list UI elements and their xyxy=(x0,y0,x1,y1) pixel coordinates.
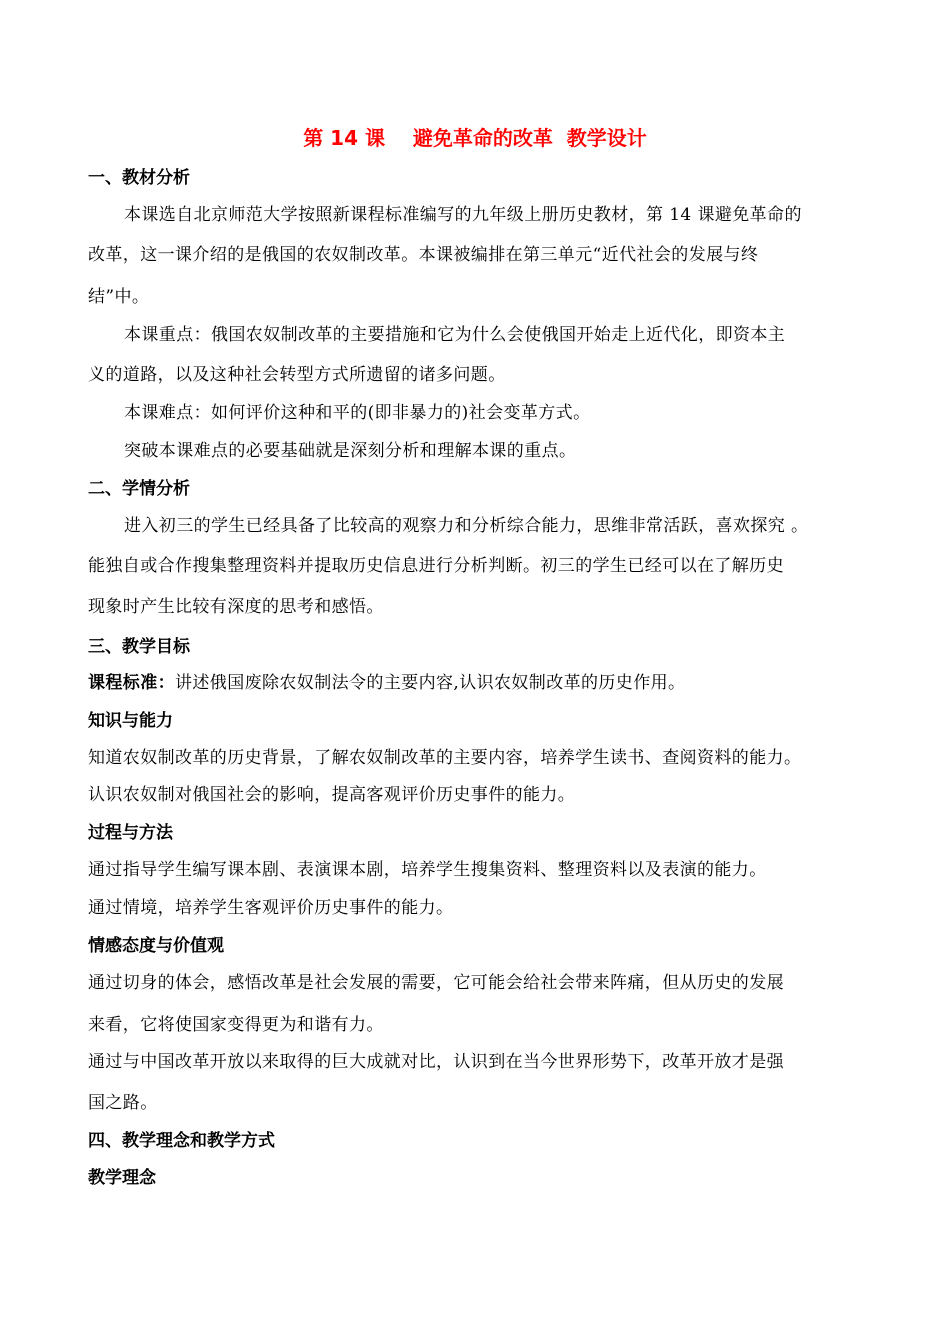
document-title: 第 14 课 避免革命的改革 教学设计 xyxy=(303,126,647,150)
curriculum-standard-label: 课程标准： xyxy=(88,673,175,693)
paragraph-line: 现象时产生比较有深度的思考和感悟。 xyxy=(88,597,384,617)
paragraph-line: 进入初三的学生已经具备了比较高的观察力和分析综合能力，思维非常活跃，喜欢探究 。 xyxy=(124,516,809,536)
paragraph-line: 本课重点：俄国农奴制改革的主要措施和它为什么会使俄国开始走上近代化，即资本主 xyxy=(124,325,786,345)
subheading-knowledge-ability: 知识与能力 xyxy=(88,711,173,731)
paragraph-line: 义的道路，以及这种社会转型方式所遗留的诸多问题。 xyxy=(88,365,506,385)
section-heading-learner-analysis: 二、学情分析 xyxy=(88,479,190,499)
paragraph-line: 突破本课难点的必要基础就是深刻分析和理解本课的重点。 xyxy=(124,441,577,461)
paragraph-line: 通过与中国改革开放以来取得的巨大成就对比，认识到在当今世界形势下，改革开放才是强 xyxy=(88,1052,784,1072)
paragraph-line: 认识农奴制对俄国社会的影响，提高客观评价历史事件的能力。 xyxy=(88,785,576,805)
subheading-emotion-values: 情感态度与价值观 xyxy=(88,936,224,956)
paragraph-line: 能独自或合作搜集整理资料并提取历史信息进行分析判断。初三的学生已经可以在了解历史 xyxy=(88,556,784,576)
paragraph-line: 来看，它将使国家变得更为和谐有力。 xyxy=(88,1015,384,1035)
paragraph-line: 通过指导学生编写课本剧、表演课本剧，培养学生搜集资料、整理资料以及表演的能力。 xyxy=(88,860,767,880)
paragraph-line: 本课选自北京师范大学按照新课程标准编写的九年级上册历史教材，第 14 课避免革命的 xyxy=(124,205,802,225)
subheading-teaching-philosophy: 教学理念 xyxy=(88,1168,156,1188)
section-heading-textbook-analysis: 一、教材分析 xyxy=(88,168,190,188)
paragraph-line: 结”中。 xyxy=(88,287,150,307)
subheading-process-method: 过程与方法 xyxy=(88,823,173,843)
paragraph-line: 通过情境，培养学生客观评价历史事件的能力。 xyxy=(88,898,454,918)
curriculum-standard-text: 讲述俄国废除农奴制法令的主要内容,认识农奴制改革的历史作用。 xyxy=(175,673,686,693)
paragraph-line: 知道农奴制改革的历史背景，了解农奴制改革的主要内容，培养学生读书、查阅资料的能力。 xyxy=(88,748,802,768)
paragraph-line: 本课难点：如何评价这种和平的(即非暴力的)社会变革方式。 xyxy=(124,403,591,423)
section-heading-teaching-objectives: 三、教学目标 xyxy=(88,637,190,657)
paragraph-line: 改革，这一课介绍的是俄国的农奴制改革。本课被编排在第三单元“近代社会的发展与终 xyxy=(88,245,759,265)
paragraph-line: 国之路。 xyxy=(88,1093,158,1113)
paragraph-line: 通过切身的体会，感悟改革是社会发展的需要，它可能会给社会带来阵痛，但从历史的发展 xyxy=(88,973,784,993)
curriculum-standard-line xyxy=(88,668,685,693)
section-heading-teaching-philosophy-methods: 四、教学理念和教学方式 xyxy=(88,1131,275,1151)
